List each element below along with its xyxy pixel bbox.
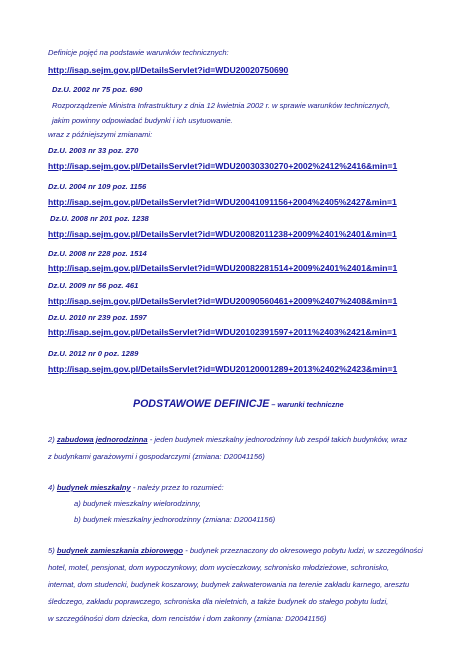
regulation-title-line2: jakim powinny odpowiadać budynki i ich usytuowanie. <box>52 116 233 125</box>
amendment-ref: Dz.U. 2012 nr 0 poz. 1289 <box>48 349 139 358</box>
amendment-ref: Dz.U. 2008 nr 201 poz. 1238 <box>50 214 149 223</box>
definition-5-line5: w szczególności dom dziecka, dom rencistów i dom zakonny (zmiana: D20041156) <box>48 614 327 623</box>
definition-text: - jeden budynek mieszkalny jednorodzinny lub zespół takich budynków, wraz <box>147 435 408 444</box>
section-heading-sub: – warunki techniczne <box>269 400 344 409</box>
regulation-title-line1: Rozporządzenie Ministra Infrastruktury z dnia 12 kwietnia 2002 r. w sprawie warunków technicznych, <box>52 101 391 110</box>
intro-text: Definicje pojęć na podstawie warunków technicznych: <box>48 48 229 57</box>
definition-5-line2: hotel, motel, pensjonat, dom wypoczynkowy, dom wycieczkowy, schronisko młodzieżowe, schronisko, <box>48 563 390 572</box>
amendment-link[interactable]: http://isap.sejm.gov.pl/DetailsServlet?id=WDU20090560461+2009%2407%2408&min=1 <box>48 296 398 306</box>
amendment-ref: Dz.U. 2008 nr 228 poz. 1514 <box>48 249 147 258</box>
definition-2-line1 <box>48 435 407 445</box>
amendment-link[interactable]: http://isap.sejm.gov.pl/DetailsServlet?id=WDU20082011238+2009%2401%2401&min=1 <box>48 229 397 239</box>
amendment-ref: Dz.U. 2003 nr 33 poz. 270 <box>48 146 139 155</box>
definition-term: budynek zamieszkania zbiorowego <box>56 546 184 555</box>
definition-number: 5) <box>48 546 55 555</box>
definition-2-line2: z budynkami garażowymi i gospodarczymi (zmiana: D20041156) <box>48 452 265 461</box>
amendment-link[interactable]: http://isap.sejm.gov.pl/DetailsServlet?id=WDU20082281514+2009%2401%2401&min=1 <box>48 263 398 273</box>
main-regulation-link[interactable]: http://isap.sejm.gov.pl/DetailsServlet?id=WDU20020750690 <box>48 65 289 75</box>
amendment-link[interactable]: http://isap.sejm.gov.pl/DetailsServlet?id=WDU20120001289+2013%2402%2423&min=1 <box>48 364 398 374</box>
definition-number: 2) <box>48 435 55 444</box>
definition-5-line4: śledczego, zakładu poprawczego, schroniska dla nieletnich, a także budynek do stałego pobytu ludzi, <box>48 597 389 606</box>
definition-4-item-b: b) budynek mieszkalny jednorodzinny (zmiana: D20041156) <box>74 515 276 524</box>
definition-text: - budynek przeznaczony do okresowego pobytu ludzi, w szczególności <box>183 546 423 555</box>
amendment-ref: Dz.U. 2004 nr 109 poz. 1156 <box>48 182 147 191</box>
amendment-ref: Dz.U. 2009 nr 56 poz. 461 <box>48 281 139 290</box>
definition-number: 4) <box>48 483 55 492</box>
amendment-link[interactable]: http://isap.sejm.gov.pl/DetailsServlet?id=WDU20041091156+2004%2405%2427&min=1 <box>48 197 397 207</box>
definition-5-line3: internat, dom studencki, budynek koszarowy, budynek zakwaterowania na terenie zakładu karnego, aresztu <box>48 580 410 589</box>
regulation-ref: Dz.U. 2002 nr 75 poz. 690 <box>52 85 143 94</box>
definition-4-item-a: a) budynek mieszkalny wielorodzinny, <box>74 499 201 508</box>
definition-text: - należy przez to rozumieć: <box>130 483 224 492</box>
amendments-intro: wraz z późniejszymi zmianami: <box>48 130 153 139</box>
amendment-link[interactable]: http://isap.sejm.gov.pl/DetailsServlet?id=WDU20030330270+2002%2412%2416&min=1 <box>48 161 398 171</box>
definition-term: zabudowa jednorodzinna <box>56 435 148 444</box>
section-heading-main: PODSTAWOWE DEFINICJE <box>133 398 270 410</box>
section-heading <box>133 398 344 411</box>
definition-term: budynek mieszkalny <box>56 483 131 492</box>
amendment-link[interactable]: http://isap.sejm.gov.pl/DetailsServlet?id=WDU20102391597+2011%2403%2421&min=1 <box>48 327 397 337</box>
amendment-ref: Dz.U. 2010 nr 239 poz. 1597 <box>48 313 147 322</box>
definition-5-line1 <box>48 546 423 556</box>
definition-4-line1 <box>48 483 224 493</box>
